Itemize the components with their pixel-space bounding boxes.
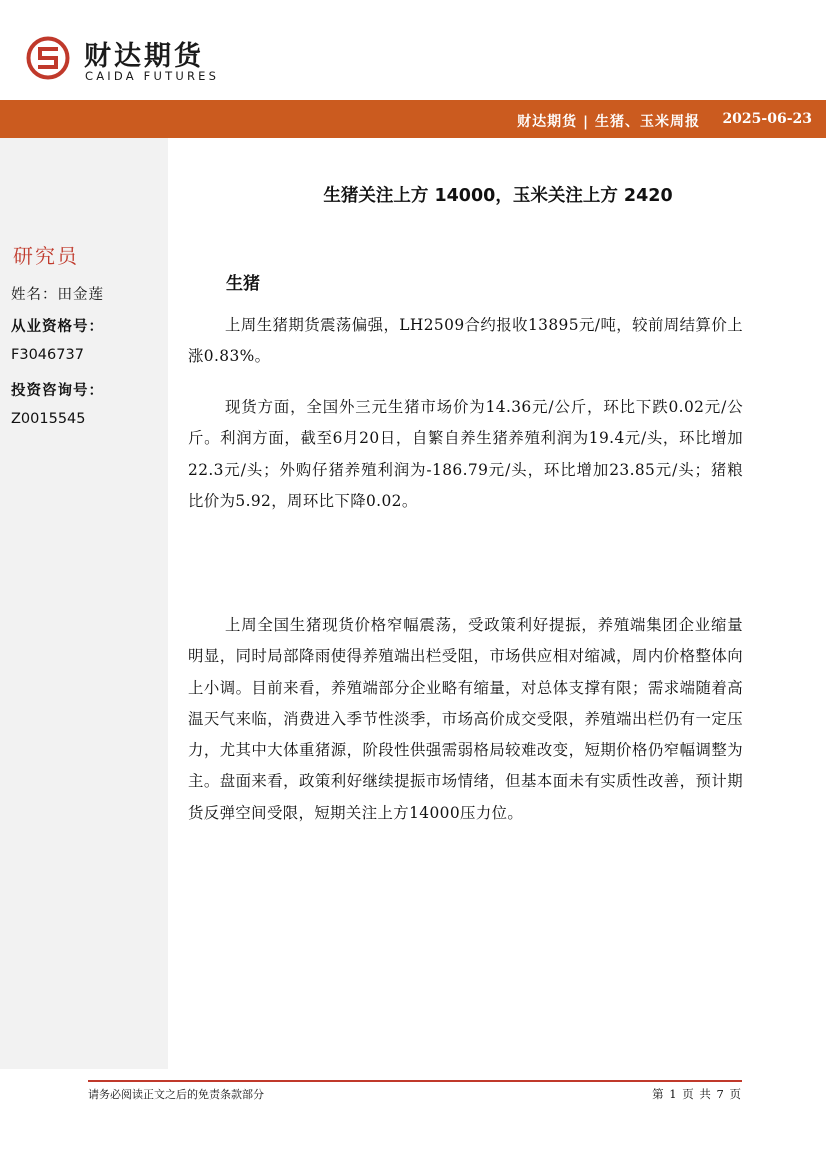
- report-series-label: 财达期货 | 生猪、玉米周报: [517, 114, 700, 130]
- paragraph-spot: 现货方面，全国外三元生猪市场价为14.36元/公斤，环比下跌0.02元/公斤。利润方面，截至6月20日，自繁自养生猪养殖利润为19.4元/头，环比增加22.3元/头；外购仔猪养殖利润为-186.79元/头，环比增加23.85元/头；猪粮比价为5.92，周环比下降0.02。: [188, 398, 743, 510]
- section-heading: 生猪: [226, 274, 260, 294]
- analyst-sidebar: [0, 138, 168, 1069]
- page-number: 第 1 页 共 7 页: [652, 1087, 742, 1101]
- license-number: F3046737: [11, 347, 84, 363]
- page-title: 生猪关注上方 14000，玉米关注上方 2420: [323, 186, 673, 206]
- footer-divider: [88, 1080, 742, 1082]
- paragraph-futures: 上周生猪期货震荡偏强，LH2509合约报收13895元/吨，较前周结算价上涨0.83%。: [188, 316, 743, 366]
- paragraph-outlook: 上周全国生猪现货价格窄幅震荡，受政策利好提振，养殖端集团企业缩量明显，同时局部降雨使得养殖端出栏受阻，市场供应相对缩减，周内价格整体向上小调。目前来看，养殖端部分企业略有缩量，对总体支撑有限；需求端随着高温天气来临，消费进入季节性淡季，市场高价成交受限，养殖端出栏仍有一定压力，尤其中大体重猪源，阶段性供强需弱格局较难改变，短期价格仍窄幅调整为主。盘面来看，政策利好继续提振市场情绪，但基本面未有实质性改善，预计期货反弹空间受限，短期关注上方14000压力位。: [188, 616, 743, 822]
- license-label: 从业资格号：: [11, 318, 104, 335]
- consult-label: 投资咨询号：: [11, 382, 104, 399]
- disclaimer-note: 请务必阅读正文之后的免责条款部分: [88, 1088, 264, 1101]
- sidebar-title: 研究员: [13, 244, 79, 268]
- consult-number: Z0015545: [11, 411, 86, 427]
- brand-name-cn: 财达期货: [84, 41, 204, 72]
- analyst-name: 姓名：田金莲: [11, 287, 104, 303]
- caida-logo-icon: [26, 36, 70, 80]
- report-date: 2025-06-23: [722, 111, 812, 127]
- header-banner: [0, 100, 826, 138]
- brand-name-en: CAIDA FUTURES: [85, 69, 220, 83]
